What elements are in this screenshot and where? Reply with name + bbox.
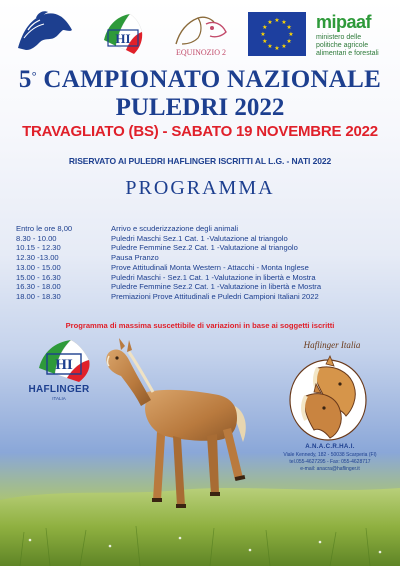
schedule-activity: Premiazioni Prove Attitudinali e Puledri Campioni Italiani 2022 xyxy=(111,291,319,301)
mipaaf-sub-line-1: ministero delle xyxy=(316,34,362,41)
schedule-activity: Prove Attitudinali Monta Western - Attacchi - Monta Inglese xyxy=(111,262,309,272)
eu-flag-icon xyxy=(248,12,306,56)
schedule-row xyxy=(16,292,396,302)
eu-star-icon: ★ xyxy=(274,18,280,24)
schedule-time: 13.00 - 15.00 xyxy=(16,262,61,272)
equinozio-horse-icon xyxy=(168,10,234,50)
schedule-activity: Arrivo e scuderizzazione degli animali xyxy=(111,224,239,233)
edition-number: 5 xyxy=(18,66,32,93)
schedule-row xyxy=(16,234,396,244)
schedule-row xyxy=(16,253,396,263)
event-title-line-2: PULEDRI 2022 xyxy=(115,94,285,121)
event-title-line-1 xyxy=(0,66,400,94)
eu-star-icon: ★ xyxy=(267,44,273,51)
schedule-activity: Puledri Maschi - Sez.1 Cat. 1 -Valutazione in libertà e Mostra xyxy=(111,272,316,282)
eu-star-icon: ★ xyxy=(286,25,292,31)
hi-flag-logo-icon xyxy=(100,10,146,60)
mipaaf-sub-line-2: politiche agricole xyxy=(316,42,369,49)
schedule-row xyxy=(16,282,396,292)
schedule-activity: Puledri Maschi Sez.1 Cat. 1 -Valutazione al triangolo xyxy=(111,233,288,243)
eu-star-icon: ★ xyxy=(274,46,280,52)
haflinger-italia-label: ITALIA xyxy=(52,396,66,401)
schedule-time: 12.30 -13.00 xyxy=(16,253,59,263)
association-phones: tel.055-4627295 - Fax: 055-4628717 xyxy=(289,459,371,466)
horse-head-logo-icon xyxy=(14,8,76,54)
haflinger-mark: HI xyxy=(55,357,73,373)
schedule-activity: Puledre Femmine Sez.2 Cat. 1 -Valutazione in libertà e Mostra xyxy=(111,282,322,292)
schedule-activity: Puledre Femmine Sez.2 Cat. 1 -Valutazione al triangolo xyxy=(111,243,298,253)
haflinger-heads-logo-icon xyxy=(288,354,368,442)
event-title-text: CAMPIONATO NAZIONALE xyxy=(36,66,382,93)
event-location-date: TRAVAGLIATO (BS) - SABATO 19 NOVEMBRE 2022 xyxy=(22,123,378,140)
schedule-time: 10.15 - 12.30 xyxy=(16,243,61,253)
schedule-list xyxy=(16,224,396,302)
hi-small-mark: HI xyxy=(115,31,131,46)
eu-star-icon: ★ xyxy=(281,19,287,26)
mipaaf-logo xyxy=(316,12,396,68)
association-name: A.N.A.C.R.HA.I. xyxy=(305,443,355,450)
eu-star-icon: ★ xyxy=(281,44,287,51)
schedule-row xyxy=(16,224,396,234)
association-email[interactable]: e-mail: anacra@haflinger.it xyxy=(300,466,360,473)
schedule-time: 18.00 - 18.30 xyxy=(16,291,61,301)
equinozio-label: EQUINOZIO 2 xyxy=(176,48,226,57)
eu-star-icon: ★ xyxy=(262,39,268,45)
haflinger-wordmark: HAFLINGER xyxy=(28,384,90,395)
eu-star-icon: ★ xyxy=(260,32,266,38)
haflinger-italia-script: Haflinger Italia xyxy=(303,340,361,350)
logos-row xyxy=(0,6,400,68)
eu-star-icon: ★ xyxy=(286,39,292,45)
eu-star-icon: ★ xyxy=(288,32,294,38)
schedule-row xyxy=(16,273,396,283)
edition-degree: ° xyxy=(31,69,37,83)
eu-star-icon: ★ xyxy=(262,25,268,31)
schedule-row xyxy=(16,243,396,253)
equinozio-logo xyxy=(168,10,234,62)
schedule-time: Entro le ore 8,00 xyxy=(16,224,73,233)
schedule-disclaimer: Programma di massima suscettibile di variazioni in base ai soggetti iscritti xyxy=(65,321,335,330)
mipaaf-wordmark: mipaaf xyxy=(316,12,372,32)
schedule-time: 15.00 - 16.30 xyxy=(16,272,61,282)
eligibility-note: RISERVATO AI PULEDRI HAFLINGER ISCRITTI AL L.G. - NATI 2022 xyxy=(68,156,332,166)
haflinger-foal-photo xyxy=(95,330,265,530)
schedule-activity: Pausa Pranzo xyxy=(111,253,159,263)
mipaaf-subtitle xyxy=(316,34,396,58)
association-contacts xyxy=(255,452,400,474)
schedule-row xyxy=(16,263,396,273)
schedule-time: 8.30 - 10.00 xyxy=(16,233,57,243)
haflinger-flag-logo-icon xyxy=(28,336,102,384)
eu-star-icon: ★ xyxy=(267,19,273,26)
association-address: Viale Kennedy, 182 - 50038 Scarperia (FI) xyxy=(283,452,377,458)
programma-heading: PROGRAMMA xyxy=(125,177,275,199)
mipaaf-sub-line-3: alimentari e forestali xyxy=(316,50,379,57)
schedule-time: 16.30 - 18.00 xyxy=(16,282,61,292)
